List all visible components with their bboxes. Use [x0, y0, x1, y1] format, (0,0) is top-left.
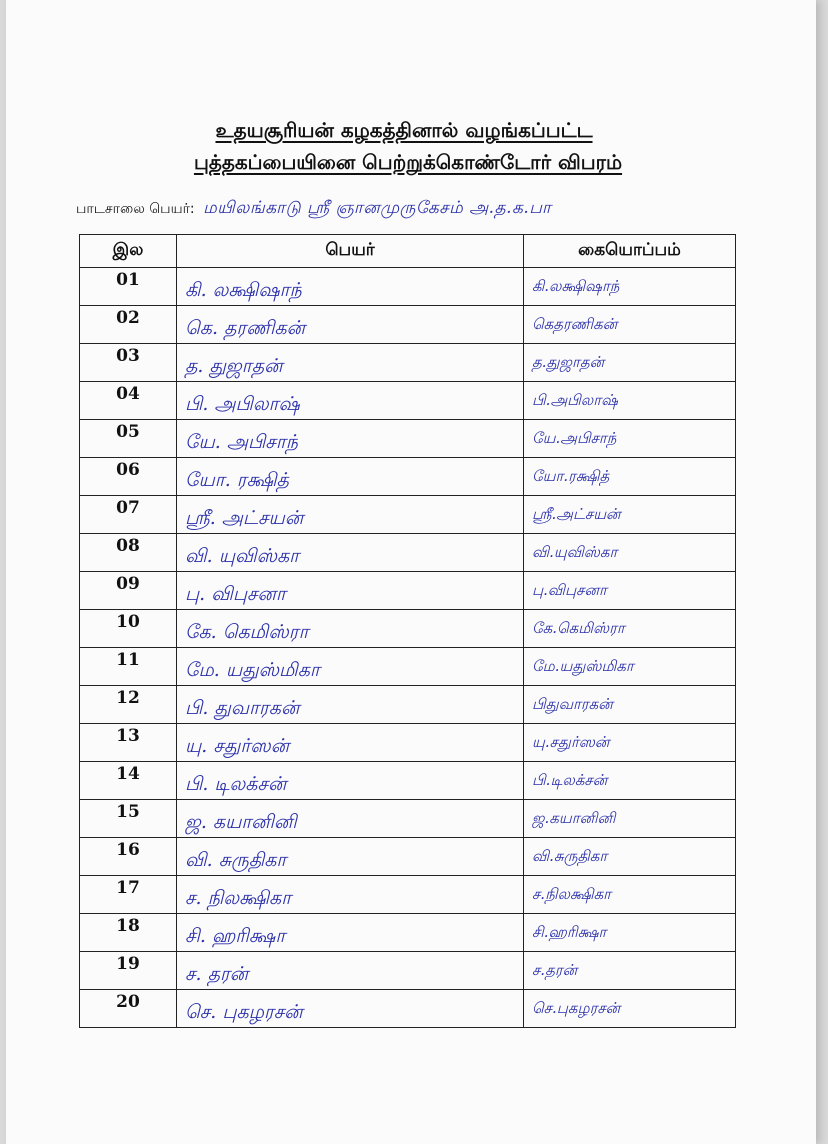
row-name: த. துஜாதன் [177, 344, 524, 382]
row-number: 19 [80, 952, 177, 990]
row-name: கெ. தரணிகன் [177, 306, 524, 344]
table-row [80, 686, 736, 724]
row-name: பி. அபிலாஷ் [177, 382, 524, 420]
row-name: யு. சதுர்ஸன் [177, 724, 524, 762]
row-name: ஸ்ரீ. அட்சயன் [177, 496, 524, 534]
row-signature: ச.தரன் [524, 952, 736, 990]
row-name: ச. தரன் [177, 952, 524, 990]
row-number: 11 [80, 648, 177, 686]
row-name: மே. யதுஸ்மிகா [177, 648, 524, 686]
column-header-signature: கையொப்பம் [524, 235, 736, 268]
row-number: 18 [80, 914, 177, 952]
row-name: வி. சுருதிகா [177, 838, 524, 876]
row-signature: பிதுவாரகன் [524, 686, 736, 724]
row-number: 17 [80, 876, 177, 914]
row-signature: த.துஜாதன் [524, 344, 736, 382]
row-number: 03 [80, 344, 177, 382]
row-number: 02 [80, 306, 177, 344]
row-number: 05 [80, 420, 177, 458]
row-signature: செ.புகழரசன் [524, 990, 736, 1028]
table-row [80, 344, 736, 382]
table-header-row [80, 235, 736, 268]
table-row [80, 914, 736, 952]
table-row [80, 420, 736, 458]
row-number: 08 [80, 534, 177, 572]
table-row [80, 306, 736, 344]
table-row [80, 268, 736, 306]
row-name: யே. அபிசாந் [177, 420, 524, 458]
row-name: பு. விபுசனா [177, 572, 524, 610]
row-signature: கி.லக்ஷிஷாந் [524, 268, 736, 306]
row-signature: சி.ஹரிக்ஷா [524, 914, 736, 952]
document-title-line-2: புத்தகப்பையினை பெற்றுக்கொண்டோர் விபரம் [193, 150, 623, 174]
row-number: 15 [80, 800, 177, 838]
row-name: வி. யுவிஸ்கா [177, 534, 524, 572]
row-name: ச. நிலக்ஷிகா [177, 876, 524, 914]
row-name: பி. துவாரகன் [177, 686, 524, 724]
row-name: கி. லக்ஷிஷாந் [177, 268, 524, 306]
row-number: 12 [80, 686, 177, 724]
table-row [80, 534, 736, 572]
row-signature: மே.யதுஸ்மிகா [524, 648, 736, 686]
table-row [80, 610, 736, 648]
row-signature: வி.சுருதிகா [524, 838, 736, 876]
table-row [80, 496, 736, 534]
row-name: பி. டிலக்சன் [177, 762, 524, 800]
row-number: 13 [80, 724, 177, 762]
row-number: 06 [80, 458, 177, 496]
row-name: ஜ. கயானினி [177, 800, 524, 838]
row-signature: கெதரணிகன் [524, 306, 736, 344]
table-row [80, 800, 736, 838]
row-signature: வி.யுவிஸ்கா [524, 534, 736, 572]
row-signature: யே.அபிசாந் [524, 420, 736, 458]
row-signature: கே.கெமிஸ்ரா [524, 610, 736, 648]
table-row [80, 762, 736, 800]
row-number: 01 [80, 268, 177, 306]
row-signature: பி.அபிலாஷ் [524, 382, 736, 420]
document-title-line-1: உதயசூரியன் கழகத்தினால் வழங்கப்பட்ட [215, 118, 593, 142]
school-name-row [76, 198, 551, 220]
school-name-value: மயிலங்காடு ஸ்ரீ ஞானமுருகேசம் அ.த.க.பா [203, 198, 552, 218]
row-name: சி. ஹரிக்ஷா [177, 914, 524, 952]
row-number: 20 [80, 990, 177, 1028]
row-name: யோ. ரக்ஷித் [177, 458, 524, 496]
row-signature: ஜ.கயானினி [524, 800, 736, 838]
row-signature: ஸ்ரீ.அட்சயன் [524, 496, 736, 534]
table-row [80, 952, 736, 990]
column-header-name: பெயர் [177, 235, 524, 268]
row-number: 04 [80, 382, 177, 420]
row-number: 16 [80, 838, 177, 876]
table-row [80, 648, 736, 686]
table-row [80, 876, 736, 914]
table-row [80, 382, 736, 420]
row-number: 07 [80, 496, 177, 534]
row-name: செ. புகழரசன் [177, 990, 524, 1028]
row-signature: யு.சதுர்ஸன் [524, 724, 736, 762]
row-signature: ச.நிலக்ஷிகா [524, 876, 736, 914]
school-name-label: பாடசாலை பெயர்: [76, 201, 195, 217]
table-row [80, 838, 736, 876]
recipients-table [79, 234, 736, 1028]
row-name: கே. கெமிஸ்ரா [177, 610, 524, 648]
row-signature: பி.டிலக்சன் [524, 762, 736, 800]
row-signature: பு.விபுசனா [524, 572, 736, 610]
table-row [80, 572, 736, 610]
column-header-number: இல [80, 235, 177, 268]
table-row [80, 990, 736, 1028]
table-row [80, 458, 736, 496]
row-number: 14 [80, 762, 177, 800]
row-number: 09 [80, 572, 177, 610]
row-signature: யோ.ரக்ஷித் [524, 458, 736, 496]
table-row [80, 724, 736, 762]
row-number: 10 [80, 610, 177, 648]
